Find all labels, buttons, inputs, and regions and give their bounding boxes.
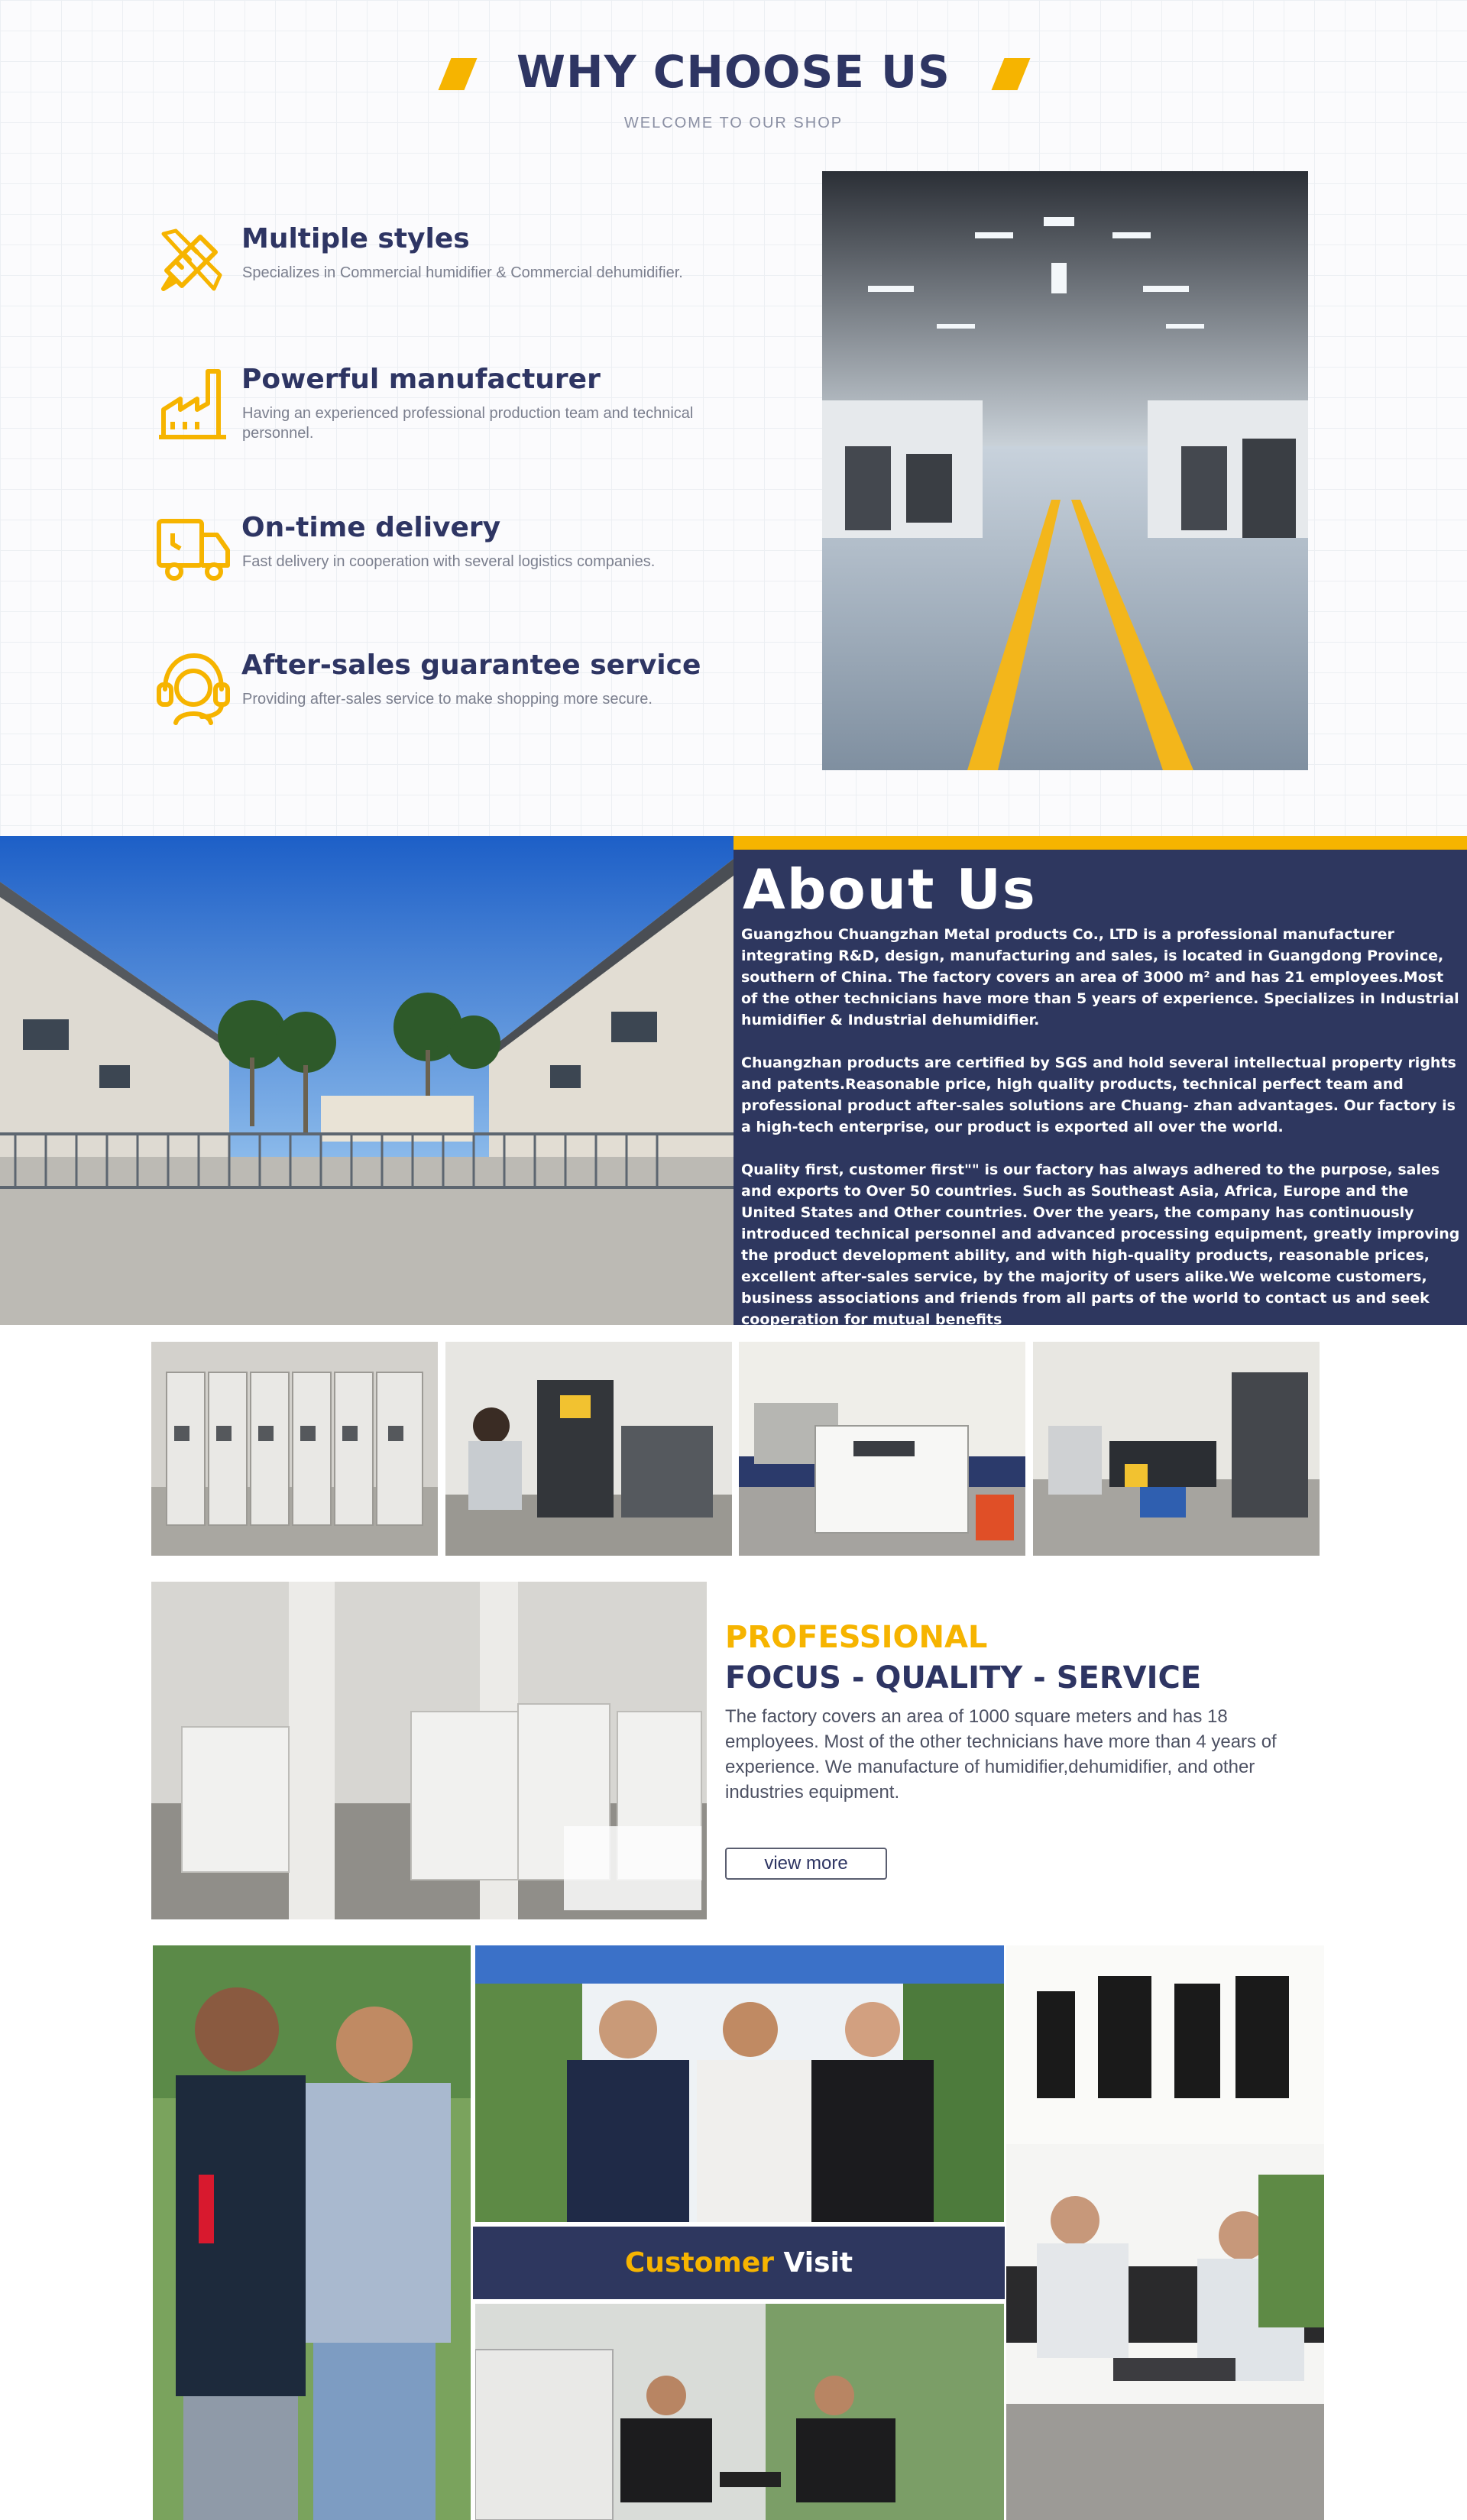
factory-photo-workshop bbox=[1033, 1342, 1320, 1556]
feature-title: Powerful manufacturer bbox=[241, 364, 601, 395]
feature-text: Fast delivery in cooperation with several logistics companies. bbox=[242, 553, 656, 570]
factory-icon bbox=[153, 364, 232, 440]
feature-title: After-sales guarantee service bbox=[241, 649, 701, 681]
professional-label: PROFESSIONAL bbox=[725, 1620, 988, 1655]
factory-interior-photo bbox=[822, 171, 1308, 770]
focus-quality-service-title: FOCUS - QUALITY - SERVICE bbox=[725, 1660, 1202, 1696]
customer-photo-group bbox=[475, 1945, 1004, 2222]
section-title: WHY CHOOSE US bbox=[517, 46, 950, 98]
feature-text: Specializes in Commercial humidifier & Commercial dehumidifier. bbox=[242, 264, 683, 281]
customer-photo-exhibition bbox=[153, 1945, 471, 2520]
delivery-truck-icon bbox=[153, 512, 232, 588]
factory-photo-assembly bbox=[739, 1342, 1025, 1556]
view-more-button[interactable]: view more bbox=[725, 1848, 887, 1880]
warehouse-photo bbox=[151, 1582, 707, 1919]
factory-gate-photo bbox=[0, 836, 734, 1325]
about-us-title: About Us bbox=[743, 857, 1037, 922]
customer-visit-banner bbox=[473, 2227, 1005, 2299]
factory-photo-welding bbox=[445, 1342, 732, 1556]
professional-text: The factory covers an area of 1000 square meters and has 18 employees. Most of the other technicians have more than 4 years of experience. We manufacture of humidifier,dehumidifier, and other industries equipment. bbox=[725, 1706, 1277, 1803]
customer-photo-office bbox=[1006, 1945, 1324, 2520]
customer-word: Customer bbox=[624, 2247, 774, 2279]
visit-word: Visit bbox=[783, 2247, 853, 2279]
feature-text: Having an experienced professional production team and technical personnel. bbox=[242, 405, 694, 442]
pencil-ruler-icon bbox=[153, 223, 232, 300]
customer-photo-meeting-room bbox=[475, 2304, 1004, 2520]
about-paragraph: Quality first, customer first"" is our factory has always adhered to the purpose, sales and exports to Over 50 countries. Such as Southeast Asia, Africa, Europe and the United States and Other countries. Over the years, the company has continuously introduced technical personnel and advanced processing equipment, greatly improving the product development ability, and with high-quality products, reasonable prices, excellent after-sales service, by the majority of users alike.We welcome customers, business associations and friends from all parts of the world to contact us and seek cooperation for mutual benefits bbox=[741, 1161, 1460, 1328]
feature-title: On-time delivery bbox=[241, 512, 501, 543]
feature-title: Multiple styles bbox=[241, 223, 470, 254]
about-paragraph: Guangzhou Chuangzhan Metal products Co., LTD is a professional manufacturer integrating R&D, design, manufacturing and sales, is located in Guangdong Province, southern of China. The factory covers an area of 3000 m² and has 21 employees.Most of the other technicians have more than 5 years of experience. Specializes in Industrial humidifier & Industrial dehumidifier. bbox=[741, 926, 1459, 1028]
factory-photo-cabinets bbox=[151, 1342, 438, 1556]
about-paragraph: Chuangzhan products are certified by SGS and hold several intellectual property rights and patents.Reasonable price, high quality products, technical perfect team and professional product after-sales solutions are Chuang- zhan advantages. Our factory is a high-tech enterprise, our product is exported all over the world. bbox=[741, 1054, 1456, 1135]
section-subtitle: WELCOME TO OUR SHOP bbox=[623, 115, 844, 131]
headset-support-icon bbox=[153, 649, 232, 726]
feature-text: Providing after-sales service to make shopping more secure. bbox=[242, 691, 653, 708]
